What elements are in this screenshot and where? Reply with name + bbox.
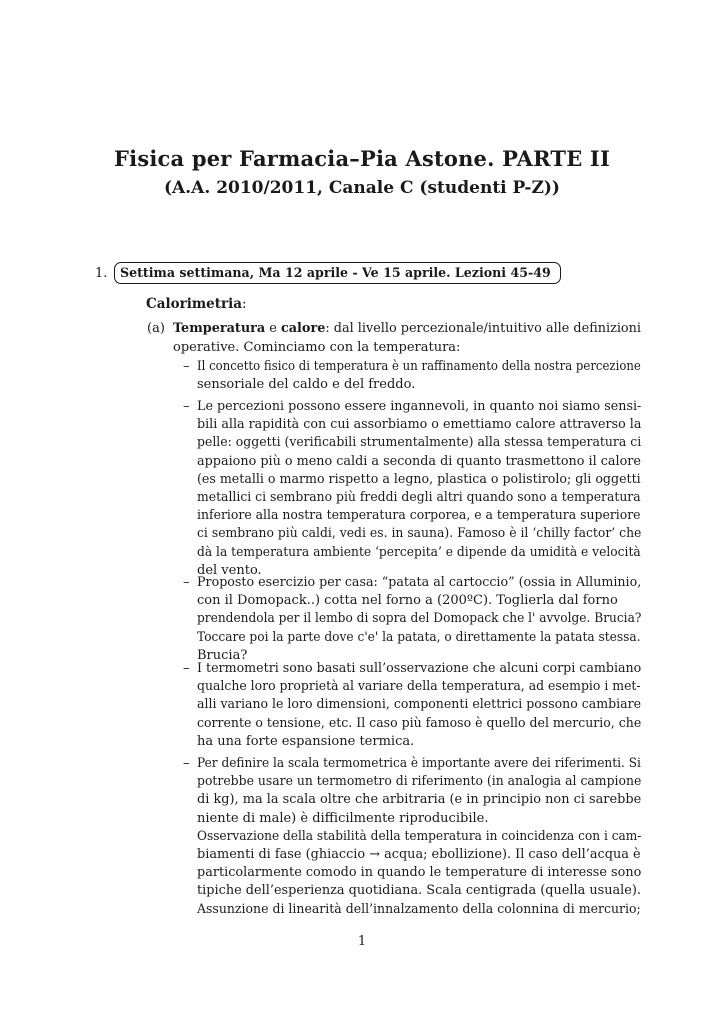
bullet-2-line: dà la temperatura ambiente ‘percepita’ e dipende da umidità e velocità	[197, 544, 641, 560]
bullet-4-line: corrente o tensione, etc. Il caso più famoso è quello del mercurio, che	[197, 715, 642, 731]
bullet-5-line: tipiche dell’esperienza quotidiana. Scala centigrada (quella usuale).	[197, 883, 641, 899]
item-a-mid: e	[269, 321, 277, 336]
bullet-4-line: alli variano le loro dimensioni, componenti elettrici possono cambiare	[197, 697, 641, 713]
bullet-2-line: ci sembrano più caldi, vedi es. in sauna). Famoso è il ‘chilly factor’ che	[197, 526, 642, 542]
bullet-dash: –	[183, 756, 190, 771]
topic-suffix: :	[241, 296, 247, 312]
bullet-3-line: con il Domopack..) cotta nel forno a (200ºC). Toglierla dal forno	[197, 593, 618, 609]
item-a-label: (a)	[147, 321, 165, 336]
bullet-5-line: Per definire la scala termometrica è importante avere dei riferimenti. Si	[197, 756, 641, 771]
bullet-2-line: Le percezioni possono essere ingannevoli, in quanto noi siamo sensi-	[197, 399, 642, 414]
bullet-5-line: Assunzione di linearità dell’innalzamento della colonnina di mercurio;	[197, 901, 641, 917]
document-title: Fisica per Farmacia–Pia Astone. PARTE II	[114, 146, 610, 171]
bullet-3-line: Proposto esercizio per casa: “patata al cartoccio” (ossia in Alluminio,	[197, 575, 642, 590]
item-a-line-1	[173, 320, 641, 338]
bullet-2-line: appaiono più o meno caldi a seconda di quanto trasmettono il calore	[197, 453, 641, 469]
bullet-dash: –	[183, 399, 190, 414]
bullet-3-line: Brucia?	[197, 647, 248, 663]
item-a-bold-temperatura: Temperatura	[173, 321, 266, 336]
bullet-4-line: I termometri sono basati sull’osservazione che alcuni corpi cambiano	[197, 661, 642, 676]
document-subtitle: (A.A. 2010/2011, Canale C (studenti P-Z))	[164, 178, 560, 198]
bullet-1-line: sensoriale del caldo e del freddo.	[197, 377, 416, 393]
bullet-1-line: Il concetto fisico di temperatura è un raffinamento della nostra percezione	[197, 359, 641, 374]
bullet-4-line: qualche loro proprietà al variare della temperatura, ad esempio i met-	[197, 679, 641, 695]
bullet-5-line: potrebbe usare un termometro di riferimento (in analogia al campione	[197, 774, 642, 790]
bullet-4-line: ha una forte espansione termica.	[197, 733, 415, 749]
section-boxed-title: Settima settimana, Ma 12 aprile - Ve 15 aprile. Lezioni 45-49	[114, 262, 561, 284]
bullet-dash: –	[183, 661, 190, 676]
bullet-3-line: Toccare poi la parte dove c'e' la patata, o direttamente la patata stessa.	[197, 629, 641, 645]
topic-heading	[146, 296, 247, 312]
bullet-5-line: di kg), ma la scala oltre che arbitraria (e in principio non ci sarebbe	[197, 792, 642, 808]
bullet-5-line: niente di male) è difficilmente riproducibile.	[197, 810, 489, 826]
bullet-5-line: biamenti di fase (ghiaccio → acqua; ebollizione). Il caso dell’acqua è	[197, 847, 641, 862]
bullet-2-line: inferiore alla nostra temperatura corporea, e a temperatura superiore	[197, 508, 641, 524]
bullet-5-line: particolarmente comodo in quando le temperature di interesse sono	[197, 865, 642, 881]
bullet-dash: –	[183, 359, 190, 374]
bullet-2-line: bili alla rapidità con cui assorbiamo o emettiamo calore attraverso la	[197, 417, 642, 433]
item-a-bold-calore: calore	[280, 321, 326, 336]
bullet-2-line: del vento.	[197, 562, 262, 578]
bullet-5-line: Osservazione della stabilità della temperatura in coincidenza con i cam-	[197, 828, 642, 844]
bullet-2-line: (es metalli o marmo rispetto a legno, plastica o polistirolo; gli oggetti	[197, 471, 641, 487]
bullet-2-line: pelle: oggetti (verificabili strumentalmente) alla stessa temperatura ci	[197, 435, 642, 451]
page-number: 1	[357, 934, 367, 949]
bullet-2-line: metallici ci sembrano più freddi degli altri quando sono a temperatura	[197, 490, 641, 505]
bullet-dash: –	[183, 575, 190, 590]
bullet-3-line: prendendola per il lembo di sopra del Domopack che l' avvolge. Brucia?	[197, 611, 642, 627]
item-a-line-2: operative. Cominciamo con la temperatura:	[173, 340, 461, 355]
topic-label: Calorimetria	[146, 296, 242, 312]
section-number: 1.	[95, 266, 108, 281]
item-a-rest: : dal livello percezionale/intuitivo alle definizioni	[325, 321, 642, 336]
